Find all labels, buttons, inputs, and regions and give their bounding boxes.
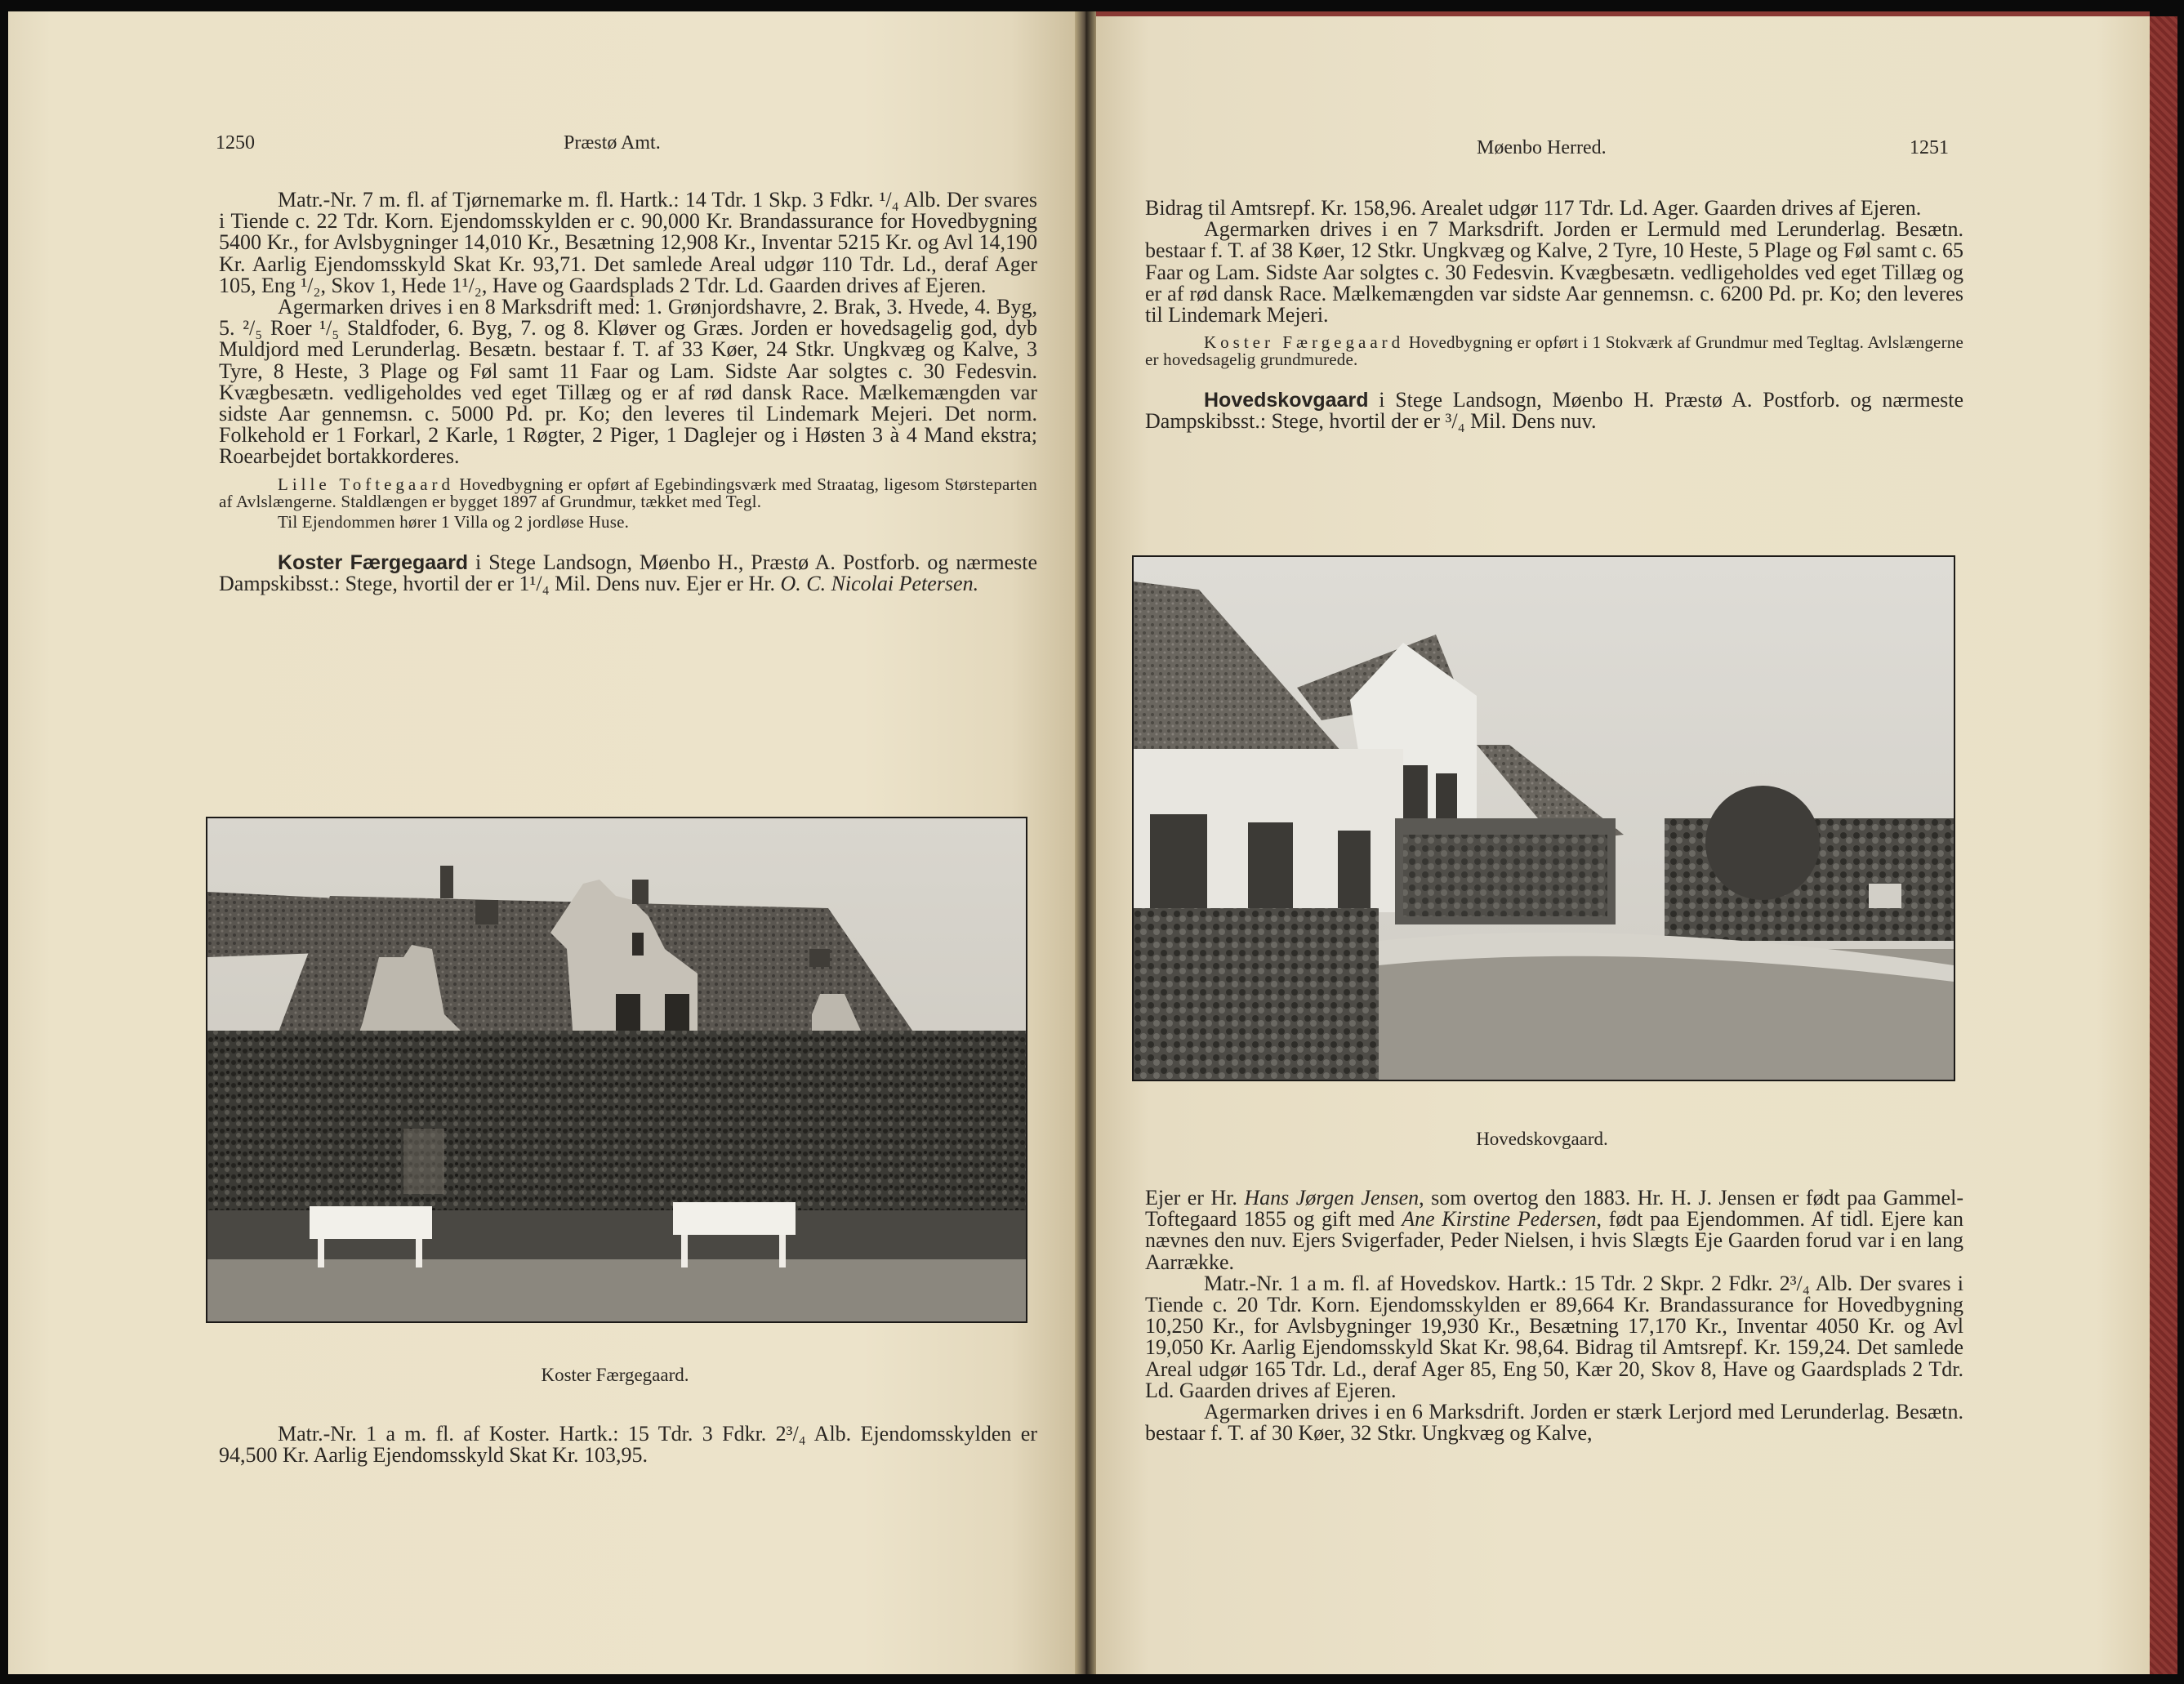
paragraph: Matr.-Nr. 7 m. fl. af Tjørnemarke m. fl. Hartk.: 14 Tdr. 1 Skp. 3 Fdkr. ¹/₄ Alb. Der svares i Tiende c. 22 Tdr. Korn. Ejendomsskylden er c. 90,000 Kr. Brandassurance for Hovedbygning 5400 Kr., for Avlsbygninger 14,010 Kr., Besætning 12,908 Kr., Inventar 5215 Kr. og Avl 14,190 Kr. Aarlig Ejendomsskyld Skat Kr. 93,71. Det samlede Areal udgør 110 Tdr. Ld., deraf Ager 105, Eng ¹/₂, Skov 1, Hede 1¹/₂, Have og Gaardsplads 2 Tdr. Ld. Gaarden drives af Ejeren. (219, 188, 1037, 297)
photo-caption: Koster Færgegaard. (541, 1365, 689, 1385)
book-spine (1075, 11, 1096, 1674)
paragraph: Agermarken drives i en 8 Marksdrift med: 1. Grønjordshavre, 2. Brak, 3. Hvede, 4. Byg, 5. ²/₅ Roer ¹/₅ Staldfoder, 6. Byg, 7. og 8. Kløver og Græs. Jorden er hovedsagelig god, dyb Muldjord med Lerunderlag. Besætn. bestaar f. T. af 33 Køer, 24 Stkr. Ungkvæg og Kalve, 3 Tyre, 8 Heste, 3 Plage og Føl samt 11 Faar og Lam. Sidste Aar solgtes c. 30 Fedesvin. Kvægbesætn. vedligeholdes ved eget Tillæg og er af rød dansk Race. Mælkemængden var sidste Aar gennemsn. c. 5000 Pd. pr. Ko; den leveres til Lindemark Mejeri. Det norm. Folkehold er 1 Forkarl, 2 Karle, 1 Røgter, 2 Piger, 1 Daglejer og i Høsten 3 à 4 Mand ekstra; Roearbejdet bortakkorderes. (219, 295, 1037, 469)
right-page (1096, 11, 2150, 1674)
right-text-upper (1145, 198, 1963, 433)
text-run: Ejer er Hr. (1145, 1186, 1245, 1210)
paragraph (1145, 1187, 1963, 1273)
estate-text: i Stege Landsogn, Møenbo H. Præstø A. Postforb. og nærmeste Dampskibsst.: Stege, hvortil der er ³/₄ Mil. Dens nuv. (1145, 388, 1963, 434)
estate-name-spaced: Koster Færgegaard (1204, 332, 1405, 353)
right-text-lower (1145, 1187, 1963, 1444)
small-note (219, 476, 1037, 531)
note-text: Hovedbygning er opført i 1 Stokværk af Grundmur med Tegltag. Avlslængerne er hovedsagelig grundmurede. (1145, 332, 1963, 370)
running-head: Præstø Amt. (564, 132, 661, 154)
photo-koster-faergegaard (206, 817, 1027, 1323)
photo-hovedskovgaard (1132, 555, 1955, 1081)
book-cover-edge (2150, 16, 2177, 1674)
page-number: 1250 (216, 132, 255, 154)
owner-name: Hans Jørgen Jensen (1244, 1186, 1420, 1210)
estate-text: i Stege Landsogn, Møenbo H., Præstø A. Postforb. og nærmeste Dampskibsst.: Stege, hvortil der er 1¹/₄ Mil. Dens nuv. Ejer er Hr. (219, 550, 1037, 595)
paragraph: Matr.-Nr. 1 a m. fl. af Koster. Hartk.: 15 Tdr. 3 Fdkr. 2³/₄ Alb. Ejendomsskylden er 94,500 Kr. Aarlig Ejendomsskyld Skat Kr. 103,95. (219, 1422, 1037, 1468)
note-text: Til Ejendommen hører 1 Villa og 2 jordløse Huse. (278, 511, 630, 532)
left-text-lower (219, 1423, 1037, 1466)
paragraph: Matr.-Nr. 1 a m. fl. af Hovedskov. Hartk.: 15 Tdr. 2 Skpr. 2 Fdkr. 2³/₄ Alb. Der svares i Tiende c. 20 Tdr. Korn. Ejendomsskylden er 89,664 Kr. Brandassurance for Hovedbygning 10,250 Kr., for Avlsbygninger 19,930 Kr., Besætning 17,170 Kr., Inventar 4050 Kr. og Avl 19,050 Kr. Aarlig Ejendomsskyld Skat Kr. 98,64. Bidrag til Amtsrepf. Kr. 159,24. Det samlede Areal udgør 165 Tdr. Ld., deraf Ager 85, Eng 50, Kær 20, Skov 8, Have og Gaardsplads 2 Tdr. Ld. Gaarden drives af Ejeren. (1145, 1271, 1963, 1402)
left-page (8, 11, 1075, 1674)
wife-name: Ane Kirstine Pedersen (1402, 1207, 1597, 1232)
estate-paragraph (219, 552, 1037, 595)
estate-name-spaced: Lille Toftegaard (278, 474, 455, 494)
paragraph: Agermarken drives i en 7 Marksdrift. Jorden er Lermuld med Lerunderlag. Besætn. bestaar f. T. af 38 Køer, 12 Stkr. Ungkvæg og Kalve, 2 Tyre, 10 Heste, 5 Plage og Føl samt c. 65 Faar og Lam. Sidste Aar solgtes c. 30 Fedesvin. Kvægbesætn. vedligeholdes ved eget Tillæg og er af rød dansk Race. Mælkemængden var sidste Aar gennemsn. c. 6200 Pd. pr. Ko; den leveres til Lindemark Mejeri. (1145, 217, 1963, 327)
estate-heading: Koster Færgegaard (278, 550, 469, 574)
left-text-upper (219, 189, 1037, 595)
photo-caption: Hovedskovgaard. (1476, 1129, 1608, 1149)
paragraph: Bidrag til Amtsrepf. Kr. 158,96. Arealet udgør 117 Tdr. Ld. Ager. Gaarden drives af Ejeren. (1145, 196, 1922, 220)
owner-name: O. C. Nicolai Petersen. (780, 571, 979, 595)
paragraph: Agermarken drives i en 6 Marksdrift. Jorden er stærk Lerjord med Lerunderlag. Besætn. bestaar f. T. af 30 Køer, 32 Stkr. Ungkvæg og Kalve, (1145, 1400, 1963, 1446)
estate-heading: Hovedskovgaard (1204, 389, 1369, 412)
text-run: , som overtog den 1883. Hr. H. J. Jensen er født paa Gammel-Toftegaard 1855 og gift med (1145, 1186, 1963, 1232)
note-text: Hovedbygning er opført af Egebindingsværk med Straatag, ligesom Størsteparten af Avlslængerne. Staldlængen er bygget 1897 af Grundmur, tækket med Tegl. (219, 474, 1037, 511)
page-number: 1251 (1910, 137, 1949, 158)
text-run: , født paa Ejendommen. Af tidl. Ejere kan nævnes den nuv. Ejers Svigerfader, Peder Nielsen, i hvis Slægts Eje Gaarden forud var i en lang Aarrække. (1145, 1207, 1963, 1274)
small-note (1145, 334, 1963, 368)
estate-paragraph (1145, 390, 1963, 432)
running-head: Møenbo Herred. (1477, 137, 1607, 158)
